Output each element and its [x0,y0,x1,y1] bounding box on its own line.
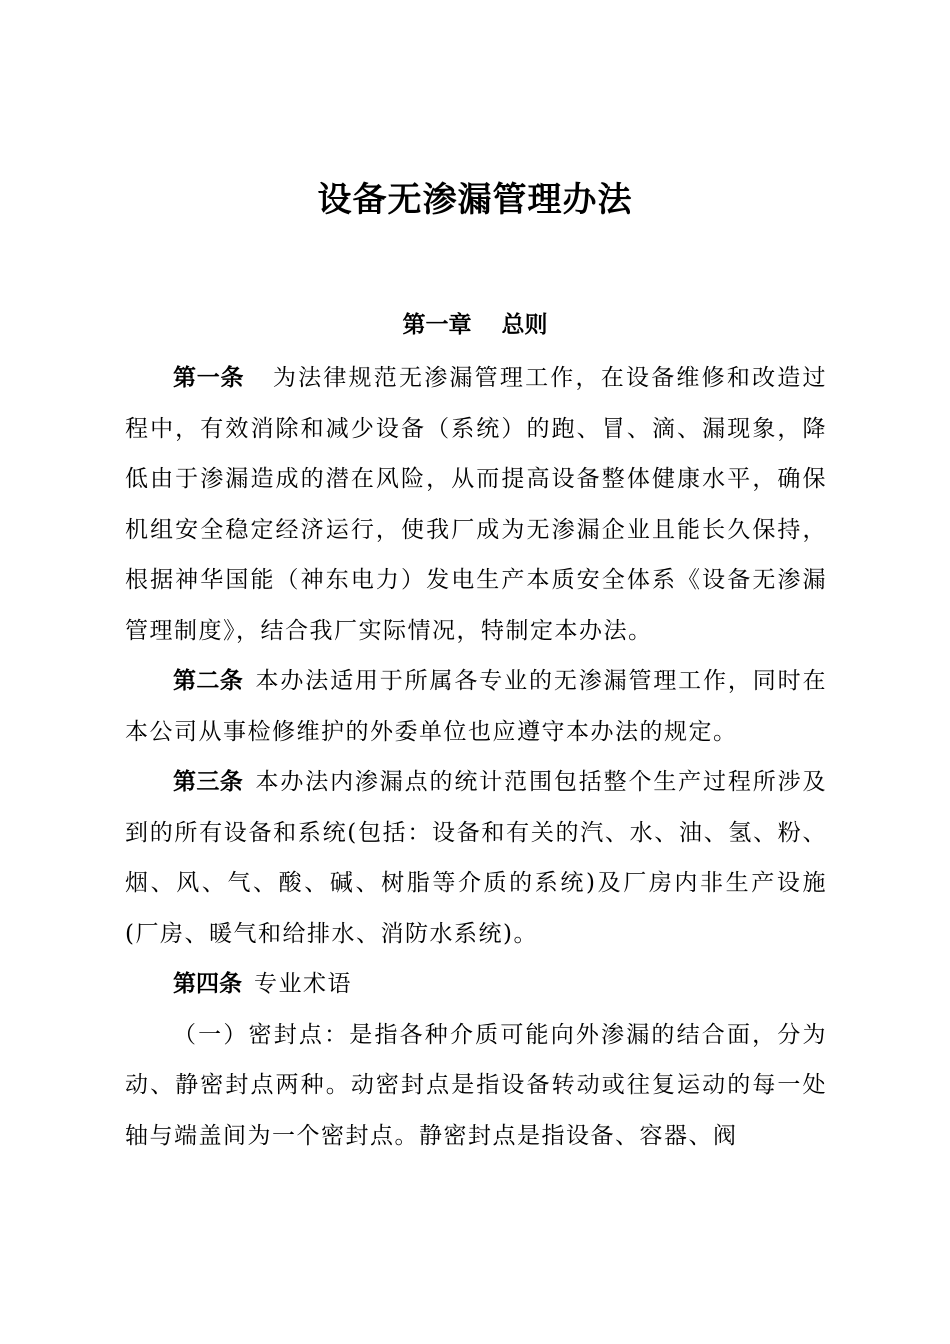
article-2 [125,656,827,757]
article-label: 第三条 [173,769,244,795]
chapter-number: 第一章 [402,312,472,338]
article-text: 专业术语 [254,971,352,997]
item-text: （一）密封点：是指各种介质可能向外渗漏的结合面，分为动、静密封点两种。动密封点是指设备转动或往复运动的每一处轴与端盖间为一个密封点。静密封点是指设备、容器、阀 [125,1021,827,1149]
chapter-heading [0,306,950,339]
article-label: 第二条 [173,668,244,694]
document-title: 设备无渗漏管理办法 [317,180,633,220]
article-4 [125,959,827,1010]
item-1 [125,1010,827,1162]
article-label: 第四条 [173,971,242,997]
document-body [125,353,827,1161]
article-3 [125,757,827,959]
article-text: 本办法适用于所属各专业的无渗漏管理工作，同时在本公司从事检修维护的外委单位也应遵守本办法的规定。 [125,668,828,745]
article-text: 本办法内渗漏点的统计范围包括整个生产过程所涉及到的所有设备和系统(包括：设备和有关的汽、水、油、氢、粉、烟、风、气、酸、碱、树脂等介质的系统)及厂房内非生产设施(厂房、暖气和给排水、消防水系统)。 [125,769,828,947]
chapter-name: 总则 [501,312,548,338]
article-label: 第一条 [173,365,245,391]
article-1 [125,353,827,656]
article-text: 为法律规范无渗漏管理工作，在设备维修和改造过程中，有效消除和减少设备（系统）的跑、冒、滴、漏现象，降低由于渗漏造成的潜在风险，从而提高设备整体健康水平，确保机组安全稳定经济运行，使我厂成为无渗漏企业且能长久保持，根据神华国能（神东电力）发电生产本质安全体系《设备无渗漏管理制度》，结合我厂实际情况，特制定本办法。 [125,365,828,644]
